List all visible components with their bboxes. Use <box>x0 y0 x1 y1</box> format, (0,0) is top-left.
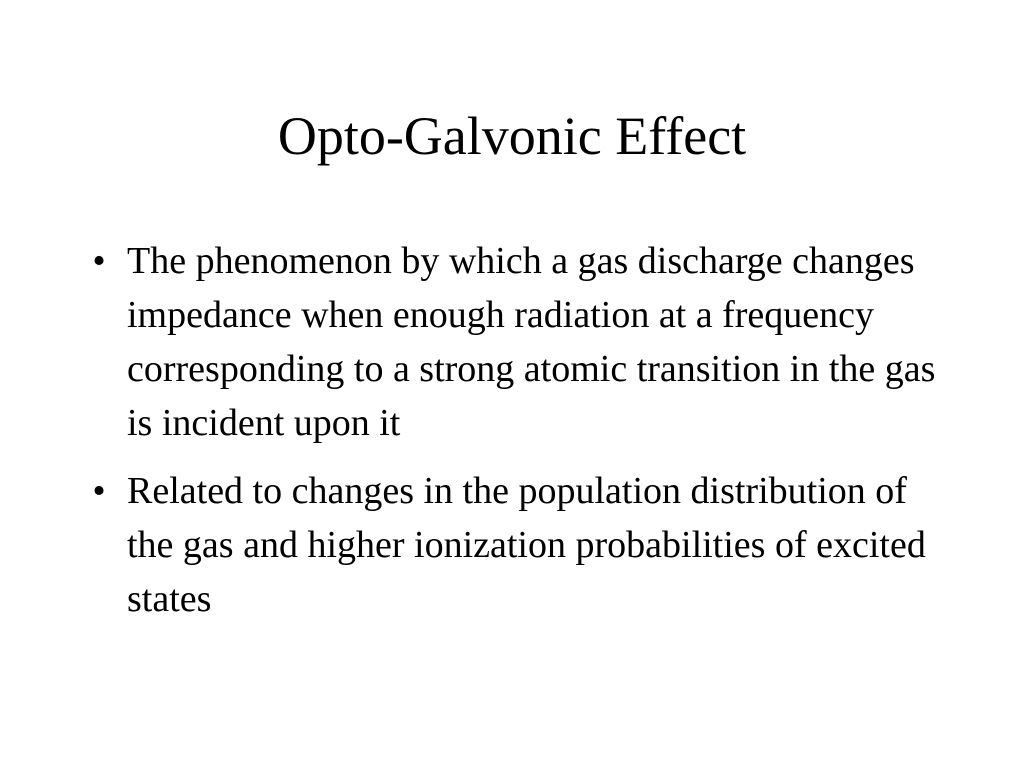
bullet-text: Related to changes in the population distribution of the gas and higher ionization probabilities of excited states <box>127 470 926 620</box>
bullet-item-definition <box>84 234 944 450</box>
bullet-list <box>84 234 944 640</box>
bullet-text: The phenomenon by which a gas discharge changes impedance when enough radiation at a frequency corresponding to a strong atomic transition in the gas is incident upon it <box>127 240 936 444</box>
bullet-item-mechanism <box>84 464 944 626</box>
slide-title: Opto-Galvonic Effect <box>277 106 747 166</box>
bullet-marker: • <box>92 470 106 512</box>
bullet-marker: • <box>92 240 106 282</box>
